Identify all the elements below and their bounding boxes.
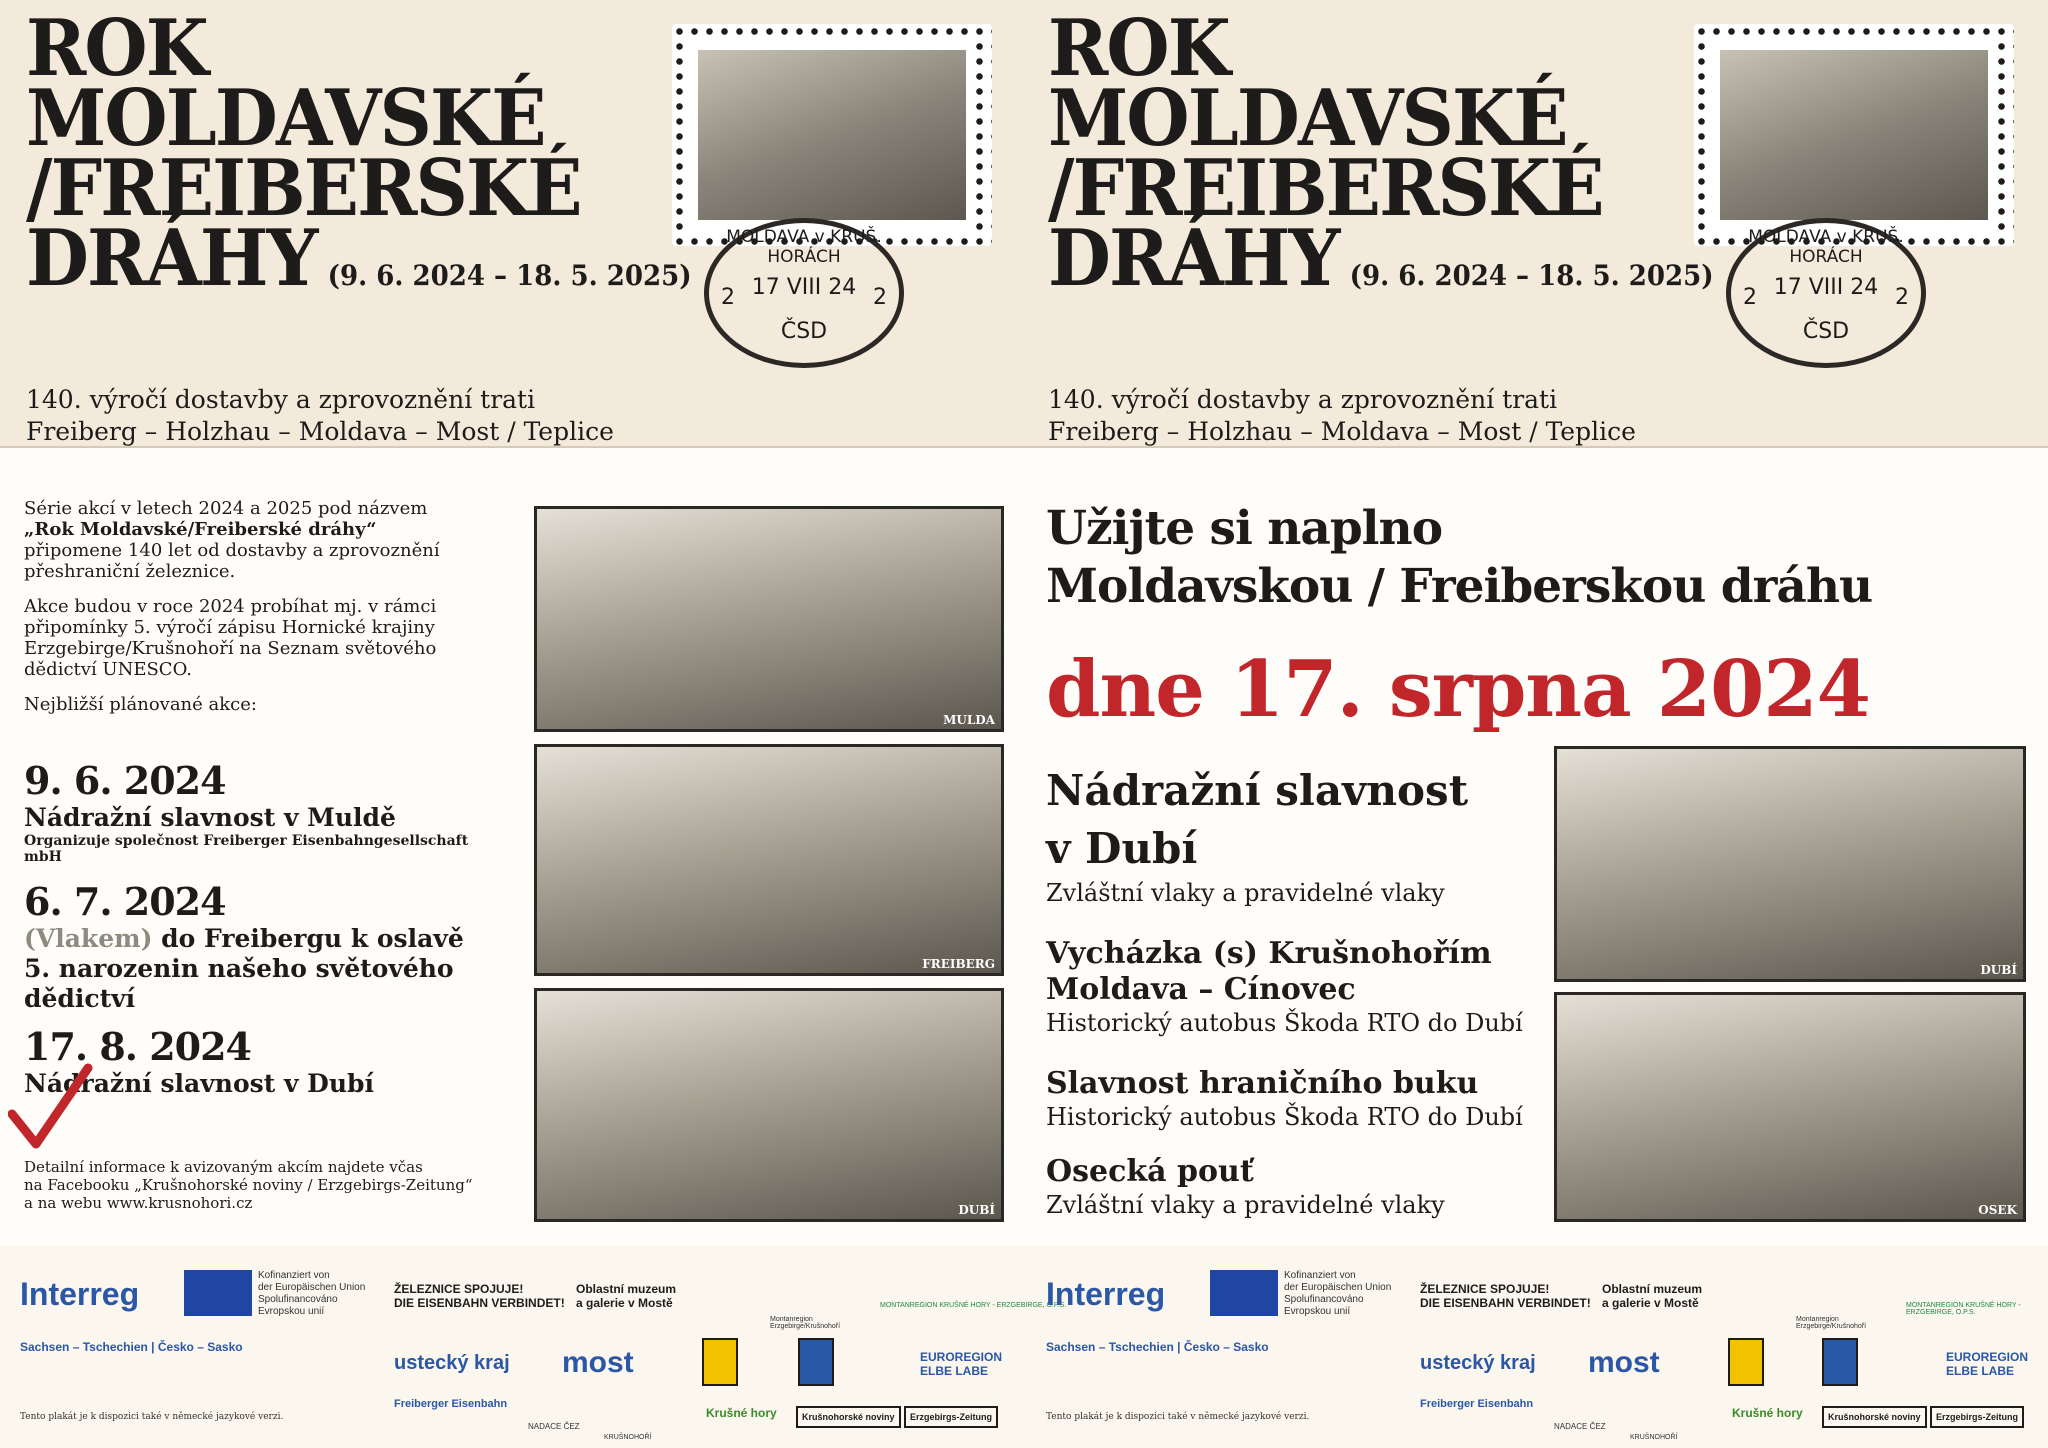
event-1-date: 9. 6. 2024	[24, 758, 226, 803]
header-right	[1024, 0, 2048, 446]
photo-osek-label: OSEK	[1978, 1203, 2017, 1217]
program-3-subtitle: Historický autobus Škoda RTO do Dubí	[1046, 1103, 1523, 1131]
detail-info	[24, 1158, 524, 1212]
event-1-name: Nádražní slavnost v Muldě	[24, 803, 396, 832]
title2-line-2: MOLDAVSKÉ	[1048, 73, 1567, 164]
postmark2-csd: ČSD	[1802, 319, 1850, 344]
right-heading-line-2: Moldavskou / Freiberskou dráhu	[1046, 559, 1873, 614]
photo-mulda	[534, 506, 1004, 732]
postage-stamp-2	[1694, 24, 2014, 246]
poster-title	[26, 3, 692, 311]
postmark-number-right: 2	[873, 285, 887, 310]
subtitle	[26, 384, 614, 448]
eu-flag-icon-2	[1210, 1270, 1278, 1316]
montanregion-logo: Montanregion Erzgebirge/Krušnohoří	[770, 1316, 841, 1330]
euroregion2-text-1: EUROREGION	[1946, 1350, 2029, 1364]
most-logo-2: most	[1588, 1346, 1660, 1379]
intro-line-1: Série akcí v letech 2024 a 2025 pod názvem	[24, 498, 428, 519]
subtitle2-line-2: Freiberg – Holzhau – Moldava – Most / Teplice	[1048, 417, 1636, 446]
event-3-name: Nádražní slavnost v Dubí	[24, 1069, 375, 1098]
most-logo: most	[562, 1346, 634, 1379]
zeleznice-spojuje-logo	[394, 1282, 565, 1310]
euroregion2-text-2: ELBE LABE	[1946, 1364, 2015, 1378]
interreg-logo-2: Interreg	[1046, 1276, 1166, 1312]
poster-title-2	[1048, 3, 1714, 311]
p2-line-1: Akce budou v roce 2024 probíhat mj. v rámci	[24, 596, 437, 617]
event-3-date: 17. 8. 2024	[24, 1024, 252, 1069]
euroregion-logo-2	[1946, 1350, 2028, 1378]
eu-text-3: Spolufinancováno	[258, 1294, 338, 1305]
eu2-text-3: Spolufinancováno	[1284, 1294, 1364, 1305]
photo-osek-monastery	[1554, 992, 2026, 1222]
title-line-3: /FREIBERSKÉ	[26, 143, 581, 234]
eu-text-4: Evropskou unií	[258, 1306, 325, 1317]
freiberger-eisenbahn-logo: Freiberger Eisenbahn	[394, 1398, 508, 1410]
event-date-highlight: dne 17. srpna 2024	[1046, 644, 1870, 735]
postmark2-number-left: 2	[1743, 285, 1757, 310]
event-2-name-gray: (Vlakem)	[24, 924, 153, 953]
erzgebirgs-zeitung-logo: Erzgebirgs-Zeitung	[904, 1406, 998, 1428]
intro-series-name: „Rok Moldavské/Freiberské dráhy“	[24, 519, 377, 540]
right-heading	[1046, 500, 1872, 616]
stamp-train-image	[698, 50, 966, 220]
krusne-hory-logo: Krušné hory	[706, 1406, 777, 1420]
detail-line-3: a na webu www.krusnohori.cz	[24, 1194, 253, 1212]
subtitle-line-1: 140. výročí dostavby a zprovoznění trati	[26, 385, 536, 414]
language-note-2: Tento plakát je k dispozici také v německé jazykové verzi.	[1046, 1412, 1310, 1422]
title2-line-4: DRÁHY	[1048, 213, 1339, 304]
photo-freiberg-label: FREIBERG	[922, 957, 995, 971]
ustecky-kraj-logo-2: ustecký kraj	[1420, 1352, 1536, 1374]
zeleznice2-text-1: ŽELEZNICE SPOJUJE!	[1420, 1282, 1550, 1296]
program-4-title: Osecká pouť	[1046, 1154, 1254, 1189]
photo-dubi-forest	[1554, 746, 2026, 982]
photo-mulda-label: MULDA	[943, 713, 995, 727]
krusnohori-logo-2: KRUŠNOHOŘÍ	[1630, 1434, 1678, 1441]
muzeum-most-logo-2	[1602, 1282, 1702, 1310]
erzgebirgs-zeitung-logo-2: Erzgebirgs-Zeitung	[1930, 1406, 2024, 1428]
freiberger-eisenbahn-logo-2: Freiberger Eisenbahn	[1420, 1398, 1534, 1410]
event-1-organizer: Organizuje společnost Freiberger Eisenbahngesellschaft mbH	[24, 833, 469, 865]
postmark2-place: MOLDAVA v KRUŠ. HORÁCH	[1748, 227, 1904, 267]
euroregion-logo	[920, 1350, 1002, 1378]
checkmark-icon	[8, 1062, 94, 1152]
detail-line-1: Detailní informace k avizovaným akcím najdete včas	[24, 1158, 423, 1176]
photo-dubi-station	[534, 988, 1004, 1222]
muzeum2-text-2: a galerie v Mostě	[1602, 1296, 1699, 1310]
eu-text-2: der Europäischen Union	[258, 1282, 366, 1293]
postage-stamp	[672, 24, 992, 246]
title2-line-3: /FREIBERSKÉ	[1048, 143, 1603, 234]
program-1-title-line-2: v Dubí	[1046, 824, 1198, 873]
planned-heading: Nejbližší plánované akce:	[24, 694, 257, 715]
eu2-text-2: der Europäischen Union	[1284, 1282, 1392, 1293]
header-left	[0, 0, 1024, 446]
title-line-4: DRÁHY	[26, 213, 317, 304]
eu-cofinance-text-2	[1284, 1270, 1391, 1318]
postmark-csd: ČSD	[780, 319, 828, 344]
krusne-hory-logo-2: Krušné hory	[1732, 1406, 1803, 1420]
nadace-cez-logo: NADACE ČEZ	[528, 1422, 580, 1431]
zeleznice-text-1: ŽELEZNICE SPOJUJE!	[394, 1282, 524, 1296]
event-list	[24, 758, 504, 1099]
eu-cofinance-text	[258, 1270, 365, 1318]
interreg-logo: Interreg	[20, 1276, 140, 1312]
detail-line-2: na Facebooku „Krušnohorské noviny / Erzgebirgs-Zeitung“	[24, 1176, 473, 1194]
photo-dubi-label: DUBÍ	[958, 1203, 995, 1217]
eu2-text-1: Kofinanziert von	[1284, 1270, 1356, 1281]
program-2-title-line-2: Moldava – Cínovec	[1046, 972, 1356, 1007]
montanregion-logo-2: Montanregion Erzgebirge/Krušnohoří	[1796, 1316, 1867, 1330]
program-2-subtitle: Historický autobus Škoda RTO do Dubí	[1046, 1009, 1523, 1037]
title-line-1: ROK	[26, 3, 207, 94]
muzeum2-text-1: Oblastní muzeum	[1602, 1282, 1703, 1296]
event-2-name-line-3: dědictví	[24, 984, 136, 1013]
title2-dates: (9. 6. 2024 – 18. 5. 2025)	[1349, 259, 1714, 292]
muzeum-text-2: a galerie v Mostě	[576, 1296, 673, 1310]
krusnohorske-noviny-logo: Krušnohorské noviny	[796, 1406, 901, 1428]
postmark	[704, 218, 904, 368]
zeleznice-spojuje-logo-2	[1420, 1282, 1591, 1310]
event-2-name-line-2: 5. narozenin našeho světového	[24, 954, 454, 983]
program-2-title: Vycházka (s) Krušnohořím	[1046, 936, 1492, 971]
coat-of-arms-icon	[702, 1338, 738, 1386]
postmark2-number-right: 2	[1895, 285, 1909, 310]
footer-logos	[0, 1246, 2048, 1448]
photo-dubi2-label: DUBÍ	[1980, 963, 2017, 977]
program-item-4	[1046, 1154, 1566, 1220]
event-2-name: do Freibergu k oslavě	[161, 924, 464, 953]
subtitle-2	[1048, 384, 1636, 448]
muzeum-most-logo	[576, 1282, 676, 1310]
divider	[0, 446, 2048, 448]
coat-of-arms-icon-4	[1822, 1338, 1858, 1386]
eu2-text-4: Evropskou unií	[1284, 1306, 1351, 1317]
eu-text-1: Kofinanziert von	[258, 1270, 330, 1281]
montanregion-ops-logo-2: MONTANREGION KRUŠNÉ HORY - ERZGEBIRGE, O.P.S.	[1906, 1302, 2021, 1316]
krusnohorske-noviny-logo-2: Krušnohorské noviny	[1822, 1406, 1927, 1428]
right-heading-line-1: Užijte si naplno	[1046, 501, 1443, 556]
program-item-2	[1046, 936, 1566, 1038]
program-3-title: Slavnost hraničního buku	[1046, 1066, 1479, 1101]
stamp-train-image-2	[1720, 50, 1988, 220]
program-1-subtitle: Zvláštní vlaky a pravidelné vlaky	[1046, 879, 1445, 907]
interreg-subtitle-2: Sachsen – Tschechien | Česko – Sasko	[1046, 1340, 1269, 1354]
p2-line-4: dědictví UNESCO.	[24, 659, 193, 680]
program-4-subtitle: Zvláštní vlaky a pravidelné vlaky	[1046, 1191, 1445, 1219]
title-dates: (9. 6. 2024 – 18. 5. 2025)	[327, 259, 692, 292]
postmark-number-left: 2	[721, 285, 735, 310]
photo-freiberg	[534, 744, 1004, 976]
title2-line-1: ROK	[1048, 3, 1229, 94]
nadace-cez-logo-2: NADACE ČEZ	[1554, 1422, 1606, 1431]
interreg-subtitle: Sachsen – Tschechien | Česko – Sasko	[20, 1340, 243, 1354]
krusnohori-logo: KRUŠNOHOŘÍ	[604, 1434, 652, 1441]
eu-flag-icon	[184, 1270, 252, 1316]
program-item-3	[1046, 1066, 1566, 1132]
p2-line-3: Erzgebirge/Krušnohoří na Seznam světového	[24, 638, 437, 659]
event-2-date: 6. 7. 2024	[24, 879, 226, 924]
intro-line-2: připomene 140 let od dostavby a zprovoznění	[24, 540, 440, 561]
intro-column	[24, 498, 524, 715]
ustecky-kraj-logo: ustecký kraj	[394, 1352, 510, 1374]
intro-line-3: přeshraniční železnice.	[24, 561, 236, 582]
p2-line-2: připomínky 5. výročí zápisu Hornické krajiny	[24, 617, 435, 638]
zeleznice-text-2: DIE EISENBAHN VERBINDET!	[394, 1296, 565, 1310]
language-note: Tento plakát je k dispozici také v německé jazykové verzi.	[20, 1412, 284, 1422]
subtitle-line-2: Freiberg – Holzhau – Moldava – Most / Teplice	[26, 417, 614, 446]
postmark-place: MOLDAVA v KRUŠ. HORÁCH	[726, 227, 882, 267]
muzeum-text-1: Oblastní muzeum	[576, 1282, 677, 1296]
euroregion-text-1: EUROREGION	[920, 1350, 1003, 1364]
postmark-2	[1726, 218, 1926, 368]
program-item-1	[1046, 762, 1566, 908]
coat-of-arms-icon-3	[1728, 1338, 1764, 1386]
coat-of-arms-2-icon	[798, 1338, 834, 1386]
montanregion-ops-logo: MONTANREGION KRUŠNÉ HORY - ERZGEBIRGE, O.P.S.	[880, 1302, 1067, 1309]
postmark-date: 17 VIII 24	[751, 275, 857, 300]
program-1-title: Nádražní slavnost	[1046, 766, 1469, 815]
euroregion-text-2: ELBE LABE	[920, 1364, 989, 1378]
postmark2-date: 17 VIII 24	[1773, 275, 1879, 300]
subtitle2-line-1: 140. výročí dostavby a zprovoznění trati	[1048, 385, 1558, 414]
zeleznice2-text-2: DIE EISENBAHN VERBINDET!	[1420, 1296, 1591, 1310]
title-line-2: MOLDAVSKÉ	[26, 73, 545, 164]
